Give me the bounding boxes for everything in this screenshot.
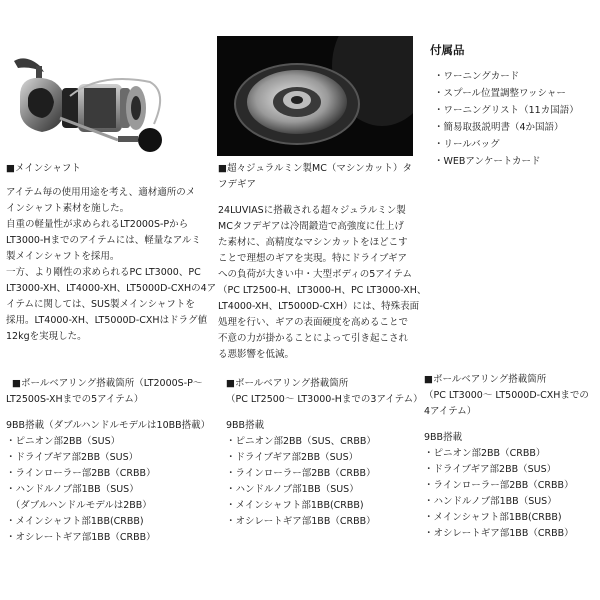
gear-section — [218, 161, 426, 363]
list-item: ・オシレートギア部1BB（CRBB） — [6, 532, 156, 543]
bearing-heading: ■ボールベアリング搭載箇所 — [226, 378, 349, 389]
reel-photo — [0, 36, 185, 156]
bearing-count: 9BB搭載 — [226, 420, 265, 431]
main-shaft-line: 一方、より剛性の求められるPC LT3000、PC — [6, 267, 201, 278]
main-shaft-line: LT3000-XH、LT4000-XH、LT5000D-CXHの4ア — [6, 283, 217, 294]
main-shaft-line: アイテム毎の使用用途を考え、適材適所のメ — [6, 187, 196, 198]
list-item: ・ラインローラー部2BB（CRBB） — [6, 468, 156, 479]
bearing-heading: LT2500S-XHまでの5アイテム） — [6, 394, 144, 405]
main-shaft-line: 自重の軽量性が求められるLT2000S-Pから — [6, 219, 189, 230]
accessories-title: 付属品 — [430, 43, 465, 57]
list-item: ・ピニオン部2BB（CRBB） — [424, 448, 546, 459]
list-item: ・リールバッグ — [434, 139, 500, 150]
drive-gear-illustration — [217, 36, 413, 156]
main-shaft-line: 採用。LT4000-XH、LT5000D-CXHはドラグ値 — [6, 315, 208, 326]
list-item: ・ラインローラー部2BB（CRBB） — [424, 480, 574, 491]
bearing-heading: （PC LT2500～ LT3000-Hまでの3アイテム） — [226, 394, 423, 405]
gear-line: 24LUVIASに搭載される超々ジュラルミン製 — [218, 205, 406, 216]
list-item: ・メインシャフト部1BB(CRBB) — [424, 512, 562, 523]
spinning-reel-illustration — [0, 36, 185, 156]
gear-line: ことで理想のギアを実現。特にドライブギア — [218, 253, 408, 264]
list-item: ・ドライブギア部2BB（SUS） — [226, 452, 359, 463]
gear-line: 処理を行い、ギアの表面硬度を高めることで — [218, 317, 409, 328]
accessories-section — [430, 42, 579, 170]
list-item: ・オシレートギア部1BB（CRBB） — [424, 528, 574, 539]
main-shaft-line: 12kgを実現した。 — [6, 331, 87, 342]
list-item: ・ハンドルノブ部1BB（SUS） — [424, 496, 557, 507]
main-shaft-line: 製メインシャフトを採用。 — [6, 251, 120, 262]
list-item: ・簡易取扱説明書（4か国語） — [434, 122, 564, 133]
list-item: ・ワーニングリスト（11カ国語） — [434, 105, 579, 116]
list-item: ・ラインローラー部2BB（CRBB） — [226, 468, 376, 479]
list-item: ・メインシャフト部1BB(CRBB) — [226, 500, 364, 511]
bearing-section-2 — [226, 376, 423, 530]
accessories-list — [434, 68, 579, 170]
list-item: ・ピニオン部2BB（SUS） — [6, 436, 121, 447]
bearing-section-1 — [6, 376, 210, 546]
bearing-heading: 4アイテム） — [424, 406, 477, 417]
gear-line: た素材に、高精度なマシンカットをほどこす — [218, 237, 408, 248]
list-item: ・ワーニングカード — [434, 71, 520, 82]
gear-photo — [217, 36, 413, 156]
gear-line: MCタフデギアは冷間鍛造で高強度に仕上げ — [218, 221, 404, 232]
list-item: ・ドライブギア部2BB（SUS） — [6, 452, 139, 463]
gear-line: （PC LT2500-H、LT3000-H、PC LT3000-XH、 — [218, 285, 427, 296]
list-item: ・ハンドルノブ部1BB（SUS） — [226, 484, 359, 495]
bearing-count: 9BB搭載（ダブルハンドルモデルは10BB搭載） — [6, 420, 211, 431]
bearing-count: 9BB搭載 — [424, 432, 463, 443]
list-item: （ダブルハンドルモデルは2BB） — [6, 500, 152, 511]
gear-heading: ■超々ジュラルミン製MC（マシンカット）タ — [218, 163, 412, 174]
list-item: ・ドライブギア部2BB（SUS） — [424, 464, 557, 475]
list-item: ・ハンドルノブ部1BB（SUS） — [6, 484, 139, 495]
list-item: ・オシレートギア部1BB（CRBB） — [226, 516, 376, 527]
gear-heading: フデギア — [218, 179, 257, 190]
bearing-heading: （PC LT3000～ LT5000D-CXHまでの — [424, 390, 589, 401]
bearing-section-3 — [424, 372, 589, 542]
list-item: ・ピニオン部2BB（SUS、CRBB） — [226, 436, 376, 447]
list-item: ・メインシャフト部1BB(CRBB) — [6, 516, 144, 527]
main-shaft-heading: ■メインシャフト — [6, 163, 81, 174]
gear-line: る悪影響を低減。 — [218, 349, 295, 360]
bearing-heading: ■ボールベアリング搭載箇所 — [424, 374, 547, 385]
list-item: ・スプール位置調整ワッシャー — [434, 88, 566, 99]
main-shaft-line: イテムに関しては、SUS製メインシャフトを — [6, 299, 195, 310]
gear-line: LT4000-XH、LT5000D-CXH）には、特殊表面 — [218, 301, 420, 312]
main-shaft-section — [6, 161, 216, 345]
gear-line: への負荷が大きい中・大型ボディの5アイテム — [218, 269, 412, 280]
gear-line: 不意の力が掛かることによって引き起こされ — [218, 333, 409, 344]
list-item: ・WEBアンケートカード — [434, 156, 541, 167]
main-shaft-line: LT3000-Hまでのアイテムには、軽量なアルミ — [6, 235, 201, 246]
main-shaft-line: インシャフト素材を施した。 — [6, 203, 130, 214]
bearing-heading: ■ボールベアリング搭載箇所（LT2000S-P～ — [12, 378, 203, 389]
